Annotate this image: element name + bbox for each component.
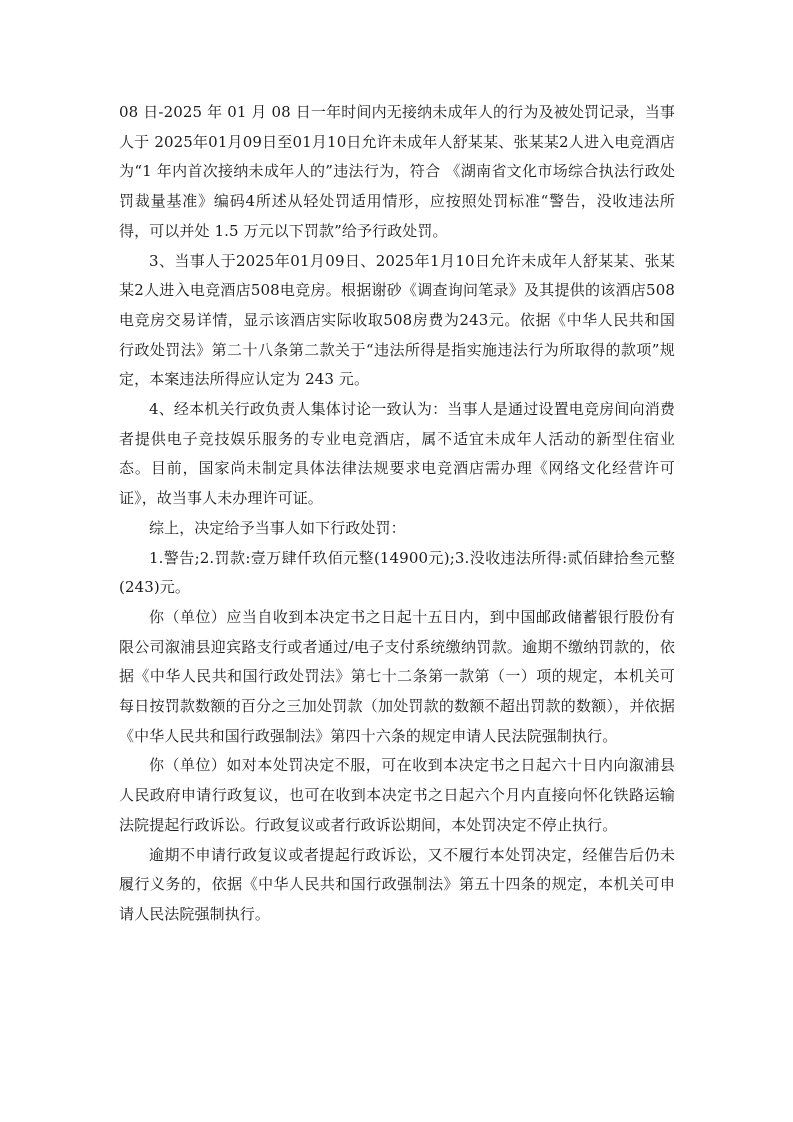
paragraph-payment: 你（单位）应当自收到本决定书之日起十五日内，到中国邮政储蓄银行股份有限公司溆浦县迎宾路支行或者通过/电子支付系统缴纳罚款。逾期不缴纳罚款的，依据《中华人民共和国行政处罚法》第七十二条第一款第（一）项的规定，本机关可每日按罚款数额的百分之三加处罚款（加处罚款的数额不超出罚款的数额），并依据《中华人民共和国行政强制法》第四十六条的规定申请人民法院强制执行。 [119, 607, 675, 745]
paragraph-enforcement: 逾期不申请行政复议或者提起行政诉讼，又不履行本处罚决定，经催告后仍未履行义务的，依据《中华人民共和国行政强制法》第五十四条的规定，本机关可申请人民法院强制执行。 [119, 845, 675, 923]
document-body [119, 98, 675, 930]
paragraph-appeal: 你（单位）如对本处罚决定不服，可在收到本决定书之日起六十日内向溆浦县人民政府申请行政复议，也可在收到本决定书之日起六个月内直接向怀化铁路运输法院提起行政诉讼。行政复议或者行政诉讼期间，本处罚决定不停止执行。 [119, 756, 675, 834]
paragraph-item-4: 4、经本机关行政负责人集体讨论一致认为：当事人是通过设置电竞房间向消费者提供电子竞技娱乐服务的专业电竞酒店，属不适宜未成年人活动的新型住宿业态。目前，国家尚未制定具体法律法规要求电竞酒店需办理《网络文化经营许可证》，故当事人未办理许可证。 [119, 400, 675, 508]
paragraph-continued: 08 日-2025 年 01 月 08 日一年时间内无接纳未成年人的行为及被处罚记录，当事人于 2025年01月09日至01月10日允许未成年人舒某某、张某某2人进入电竞酒店为“1 年内首次接纳未成年人的”违法行为，符合 《湖南省文化市场综合执法行政处罚裁量基准》编码4所述从轻处罚适用情形，应按照处罚标准“警告，没收违法所得，可以并处 1.5 万元以下罚款”给予行政处罚。 [119, 103, 675, 240]
paragraph-item-3: 3、当事人于2025年01月09日、2025年1月10日允许未成年人舒某某、张某某2人进入电竞酒店508电竞房。根据谢砂《调查询问笔录》及其提供的该酒店508电竞房交易详情，显示该酒店实际收取508房费为243元。依据《中华人民共和国行政处罚法》第二十八条第二款关于“违法所得是指实施违法行为所取得的款项”规定，本案违法所得应认定为 243 元。 [119, 251, 675, 389]
paragraph-summary: 综上，决定给予当事人如下行政处罚： [149, 518, 406, 537]
paragraph-penalties: 1.警告;2.罚款:壹万肆仟玖佰元整(14900元);3.没收违法所得:贰佰肆拾叁元整(243)元。 [119, 548, 675, 597]
